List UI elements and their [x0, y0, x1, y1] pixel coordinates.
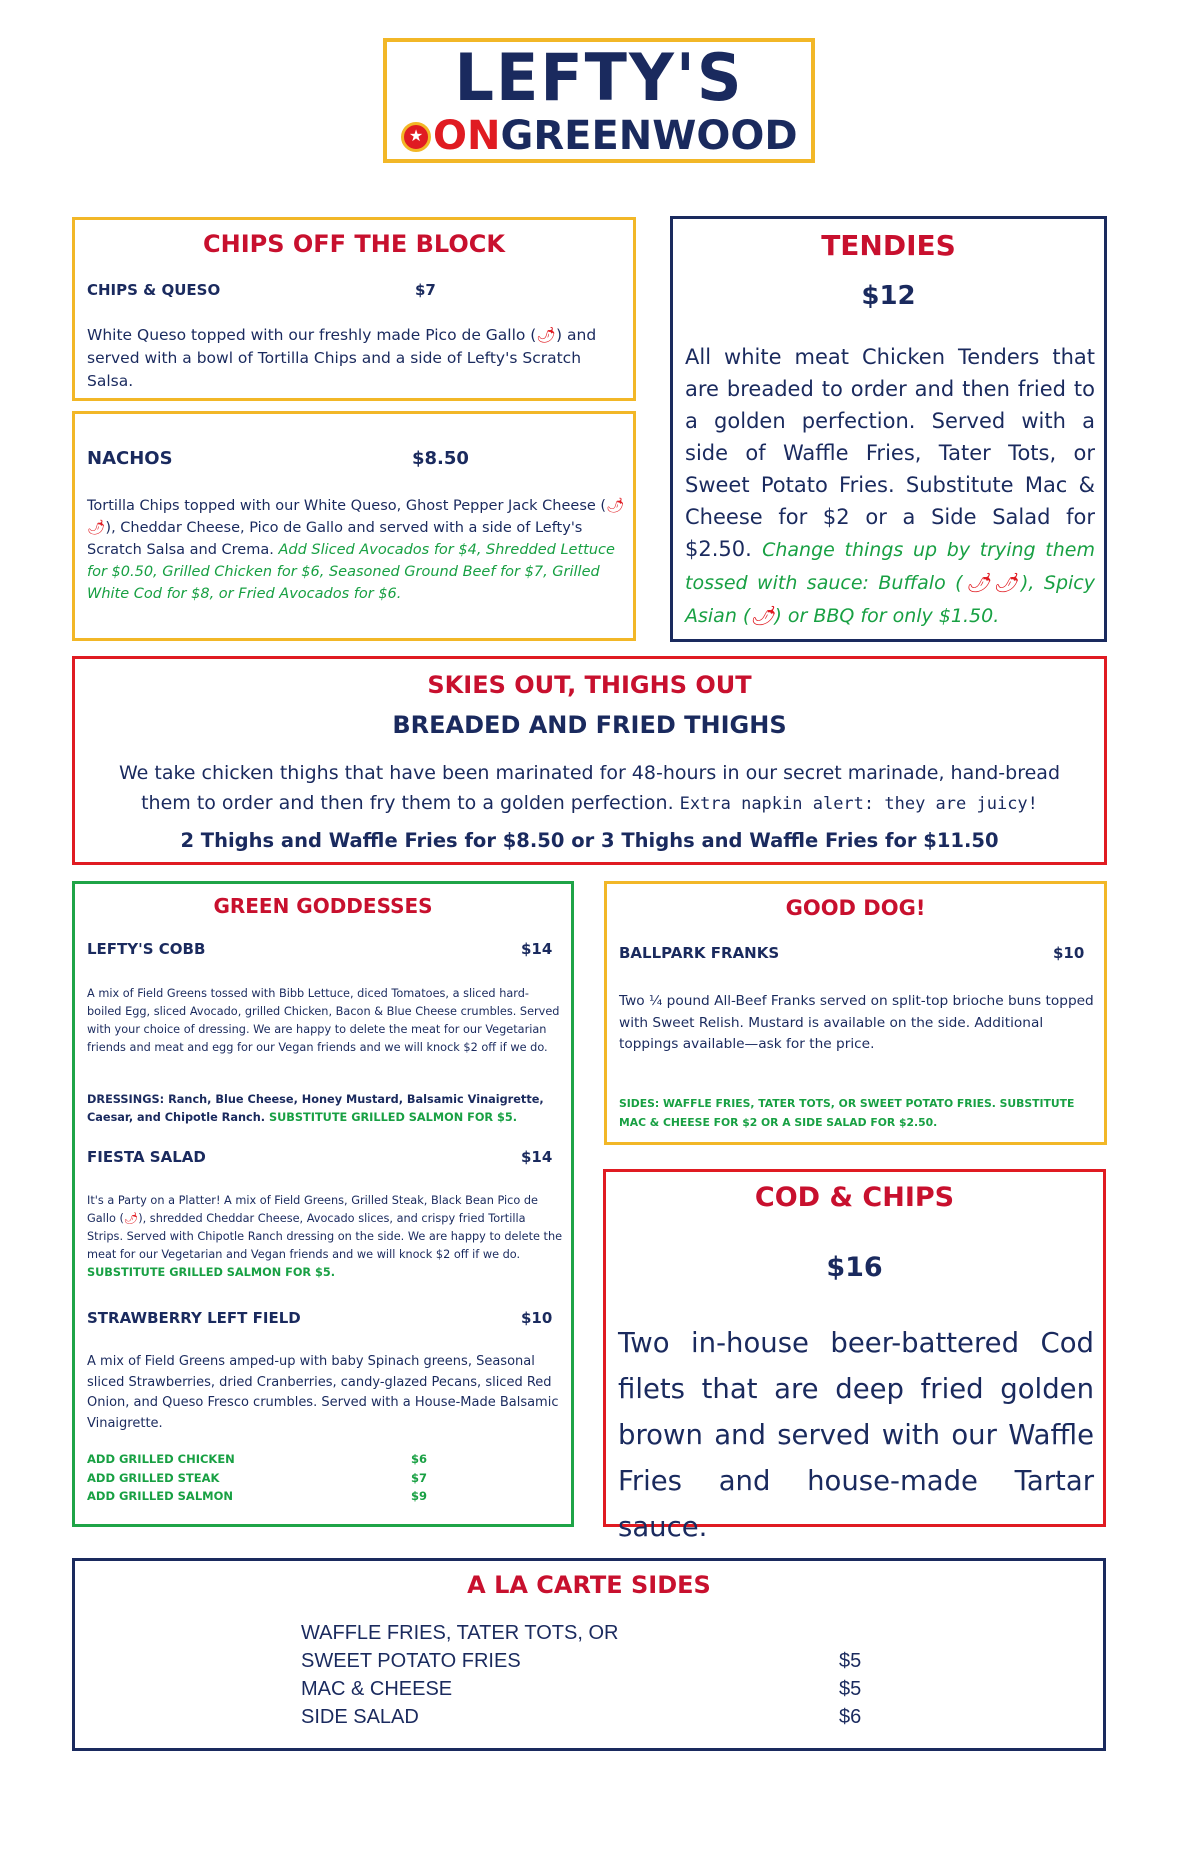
strawberry-name: STRAWBERRY LEFT FIELD — [87, 1309, 301, 1327]
franks-desc: Two ¼ pound All-Beef Franks served on split-top brioche buns topped with Sweet Relish. Mustard is available on the side. Additional toppings available—ask for the price. — [619, 993, 1094, 1052]
sides-row: MAC & CHEESE $5 — [301, 1678, 862, 1700]
fiesta-price: $14 — [521, 1148, 553, 1166]
sides-row: SIDE SALAD $6 — [301, 1706, 862, 1728]
star-badge-icon: ★ — [401, 122, 431, 152]
chips-section-title: CHIPS OFF THE BLOCK — [203, 230, 505, 258]
cobb-dressings: DRESSINGS: Ranch, Blue Cheese, Honey Mustard, Balsamic Vinaigrette, Caesar, and Chipotle Ranch. SUBSTITUTE GRILLED SALMON FOR $5. — [87, 1093, 544, 1124]
chili-icon: 🌶 — [750, 605, 775, 627]
tendies-desc: All white meat Chicken Tenders that are breaded to order and then fried to a golden perfection. Served with a side of Waffle Fries, Tater Tots, or Sweet Potato Fries. Substitute Mac & Cheese for $2 or a Side Salad for $2.50. Change things up by trying them tossed with sauce: Buffalo (🌶🌶), Spicy Asian (🌶) or BBQ for only $1.50. — [685, 345, 1095, 627]
cobb-sub: SUBSTITUTE GRILLED SALMON FOR $5. — [269, 1111, 518, 1124]
tendies-box — [670, 216, 1107, 642]
cobb-name: LEFTY'S COBB — [87, 940, 206, 958]
strawberry-desc: A mix of Field Greens amped-up with baby Spinach greens, Seasonal sliced Strawberries, dried Cranberries, candy-glazed Pecans, sliced Red Onion, and Queso Fresco crumbles. Served with a House-Made Balsamic Vinaigrette. — [87, 1354, 559, 1431]
sides-table — [301, 1619, 861, 1731]
logo-greenwood: GREENWOOD — [500, 113, 798, 159]
tendies-sauce-note: Change things up by trying them tossed with sauce: Buffalo (🌶🌶), Spicy Asian (🌶) or BBQ for only $1.50. — [685, 539, 1095, 627]
franks-price: $10 — [1053, 944, 1085, 962]
cod-title: COD & CHIPS — [754, 1182, 955, 1213]
franks-name: BALLPARK FRANKS — [619, 944, 780, 962]
fiesta-desc: It's a Party on a Platter! A mix of Field Greens, Grilled Steak, Black Bean Pico de Gallo (🌶), shredded Cheddar Cheese, Avocado slices, and crispy fried Tortilla Strips. Served with Chipotle Ranch dressing on the side. We are happy to delete the meat for our Vegetarian and Vegan friends and we will knock $2 off if we do. SUBSTITUTE GRILLED SALMON FOR $5. — [87, 1194, 563, 1279]
nachos-name: NACHOS — [87, 448, 173, 469]
chips-queso-price: $7 — [415, 281, 436, 299]
tendies-price: $12 — [861, 281, 916, 311]
nachos-price: $8.50 — [412, 448, 469, 469]
thighs-subtitle: BREADED AND FRIED THIGHS — [392, 711, 787, 739]
chips-section-box — [72, 217, 636, 401]
nachos-desc: Tortilla Chips topped with our White Queso, Ghost Pepper Jack Cheese (🌶🌶), Cheddar Cheese, Pico de Gallo and served with a side of Lefty's Scratch Salsa and Crema. Add Sliced Avocados for $4, Shredded Lettuce for $0.50, Grilled Chicken for $6, Seasoned Ground Beef for $7, Grilled White Cod for $8, or Fried Avocados for $6. — [87, 498, 625, 602]
addon-row: ADD GRILLED STEAK $7 — [87, 1470, 428, 1485]
logo-line2 — [401, 114, 798, 158]
thighs-desc: We take chicken thighs that have been marinated for 48-hours in our secret marinade, hand-bread them to order and then fry them to a golden perfection. Extra napkin alert: they are juicy! — [118, 762, 1061, 814]
salad-addons — [87, 1450, 507, 1506]
logo-line1: LEFTY'S — [454, 39, 744, 116]
addon-row: ADD GRILLED CHICKEN $6 — [87, 1452, 428, 1466]
thighs-alert: Extra napkin alert: they are juicy! — [679, 794, 1038, 814]
chili-icon: 🌶🌶 — [962, 572, 1021, 594]
dog-box — [604, 881, 1107, 1145]
tendies-title: TENDIES — [821, 229, 956, 262]
salads-box — [72, 881, 574, 1527]
logo-on: ON — [433, 113, 501, 159]
cobb-desc: A mix of Field Greens tossed with Bibb Lettuce, diced Tomatoes, a sliced hard-boiled Egg, sliced Avocado, grilled Chicken, Bacon & Blue Cheese crumbles. Served with your choice of dressing. We are happy to delete the meat for our Vegetarian friends and meat and egg for our Vegan friends and we will knock $2 off if we do. — [87, 987, 560, 1054]
logo — [383, 38, 815, 163]
thighs-title: SKIES OUT, THIGHS OUT — [427, 671, 752, 699]
sides-box — [72, 1558, 1106, 1751]
sides-row: WAFFLE FRIES, TATER TOTS, OR — [301, 1622, 619, 1644]
thighs-box — [72, 656, 1107, 865]
thighs-offer: 2 Thighs and Waffle Fries for $8.50 or 3 Thighs and Waffle Fries for $11.50 — [180, 829, 999, 852]
salads-title: GREEN GODDESSES — [213, 894, 433, 918]
chips-queso-desc: White Queso topped with our freshly made Pico de Gallo (🌶) and served with a bowl of Tortilla Chips and a side of Lefty's Scratch Salsa. — [87, 326, 597, 390]
addon-row: ADD GRILLED SALMON $9 — [87, 1489, 428, 1503]
chili-icon: 🌶 — [123, 1212, 139, 1225]
cod-desc: Two in-house beer-battered Cod filets that are deep fried golden brown and served with our Waffle Fries and house-made Tartar sauce. — [618, 1327, 1094, 1543]
sides-row: SWEET POTATO FRIES $5 — [301, 1650, 862, 1672]
chips-queso-name: CHIPS & QUESO — [87, 281, 221, 299]
sides-title: A LA CARTE SIDES — [467, 1571, 711, 1599]
strawberry-price: $10 — [521, 1309, 553, 1327]
dog-title: GOOD DOG! — [785, 896, 926, 920]
chili-icon: 🌶🌶 — [87, 498, 625, 536]
cobb-price: $14 — [521, 940, 553, 958]
fiesta-name: FIESTA SALAD — [87, 1148, 206, 1166]
dog-sides: SIDES: WAFFLE FRIES, TATER TOTS, OR SWEET POTATO FRIES. SUBSTITUTE MAC & CHEESE FOR $2 OR A SIDE SALAD FOR $2.50. — [619, 1097, 1075, 1129]
nachos-box — [72, 411, 636, 641]
fiesta-sub: SUBSTITUTE GRILLED SALMON FOR $5. — [87, 1266, 336, 1279]
nachos-addons: Add Sliced Avocados for $4, Shredded Lettuce for $0.50, Grilled Chicken for $6, Seasoned Ground Beef for $7, Grilled White Cod for $8, or Fried Avocados for $6. — [87, 542, 615, 602]
chili-icon: 🌶 — [536, 326, 557, 344]
cod-price: $16 — [826, 1252, 883, 1283]
cod-box — [603, 1169, 1106, 1543]
